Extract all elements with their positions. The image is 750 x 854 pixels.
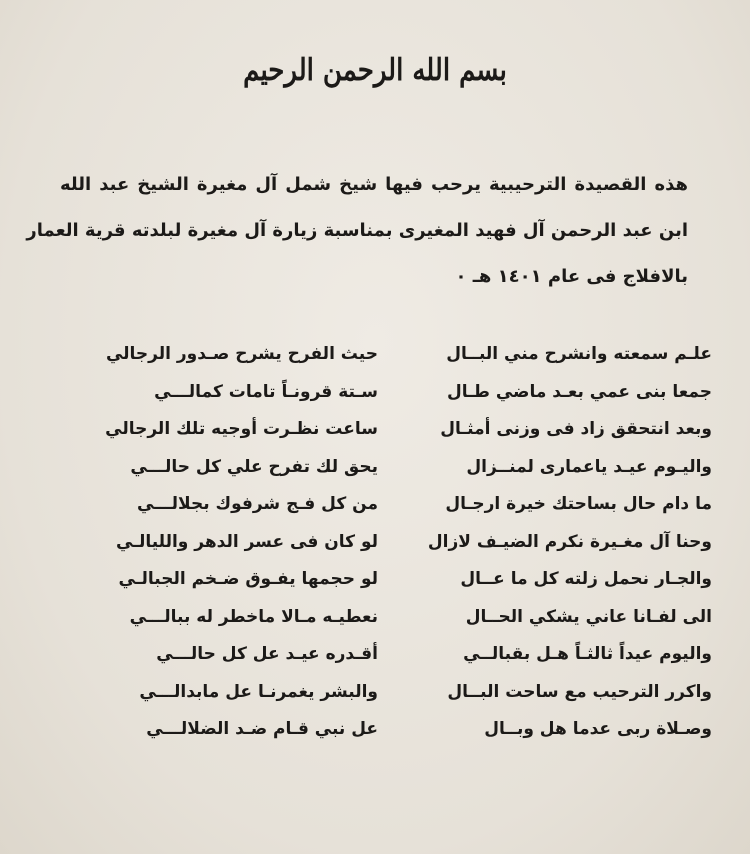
- basmala-text: بسم الله الرحمن الرحيم: [243, 53, 507, 89]
- verse-first-hemistich: واكرر الترحيب مع ساحت البــال: [447, 681, 712, 702]
- verse-row: [28, 524, 718, 562]
- verse-row: [28, 636, 718, 674]
- intro-line: ابن عبد الرحمن آل فهيد المغيرى بمناسبة زيارة آل مغيرة لبلدته قرية العمار: [26, 220, 688, 241]
- verse-second-hemistich: حيث الفرح يشرح صـدور الرجالي: [105, 344, 378, 364]
- verse-first-hemistich: علـم سمعته وانشرح مني البــال: [446, 344, 712, 364]
- poem-verses: [28, 336, 718, 749]
- verse-second-hemistich: سـتة قرونـاً تامات كمالـــي: [154, 381, 378, 402]
- verse-second-hemistich: أقـدره عيـد عل كل حالـــي: [156, 644, 378, 664]
- verse-first-hemistich: واليوم عيداً ثالثـاً هـل بقبالــي: [463, 644, 712, 664]
- verse-second-hemistich: والبشر يغمرنـا عل مابدالـــي: [139, 681, 378, 702]
- verse-row: [28, 411, 718, 449]
- verse-second-hemistich: نعطيـه مـالا ماخطر له ببالـــي: [129, 606, 378, 627]
- verse-first-hemistich: واليـوم عيـد ياعمارى لمنــزال: [466, 456, 712, 477]
- verse-row: [28, 486, 718, 524]
- intro-line: هذه القصيدة الترحيبية يرحب فيها شيخ شمل آل مغيرة الشيخ عبد الله: [60, 174, 688, 195]
- verse-row: [28, 674, 718, 712]
- verse-row: [28, 374, 718, 412]
- verse-first-hemistich: وحنا آل مغـيرة نكرم الضيـف لازال: [427, 531, 712, 552]
- verse-second-hemistich: يحق لك تفرح علي كل حالـــي: [130, 456, 378, 477]
- verse-second-hemistich: من كل فـج شرفوك بجلالـــي: [137, 494, 378, 514]
- verse-second-hemistich: عل نبي قـام ضـد الضلالـــي: [146, 719, 378, 739]
- verse-first-hemistich: جمعا بنى عمي بعـد ماضي طـال: [446, 381, 712, 402]
- verse-second-hemistich: ساعت نظـرت أوجيه تلك الرجالي: [105, 419, 378, 439]
- verse-row: [28, 711, 718, 749]
- verse-row: [28, 599, 718, 637]
- verse-row: [28, 561, 718, 599]
- verse-first-hemistich: والجـار نحمل زلته كل ما عــال: [460, 569, 712, 589]
- verse-second-hemistich: لو حجمها يفـوق ضـخم الجبالـي: [118, 569, 378, 589]
- verse-row: [28, 449, 718, 487]
- basmala-header: [0, 53, 750, 89]
- intro-line: بالافلاج فى عام ١٤٠١ هـ ٠: [455, 266, 688, 287]
- verse-first-hemistich: وصـلاة ربى عدما هل وبــال: [484, 719, 712, 739]
- verse-first-hemistich: الى لفـانا عاني يشكي الحــال: [465, 606, 712, 627]
- verse-second-hemistich: لو كان فى عسر الدهر والليالـي: [115, 531, 378, 552]
- verse-first-hemistich: ما دام حال بساحتك خيرة ارجـال: [445, 494, 712, 514]
- verse-first-hemistich: وبعد انتحقق زاد فى وزنى أمثـال: [440, 419, 712, 439]
- verse-row: [28, 336, 718, 374]
- intro-paragraph: [26, 162, 688, 300]
